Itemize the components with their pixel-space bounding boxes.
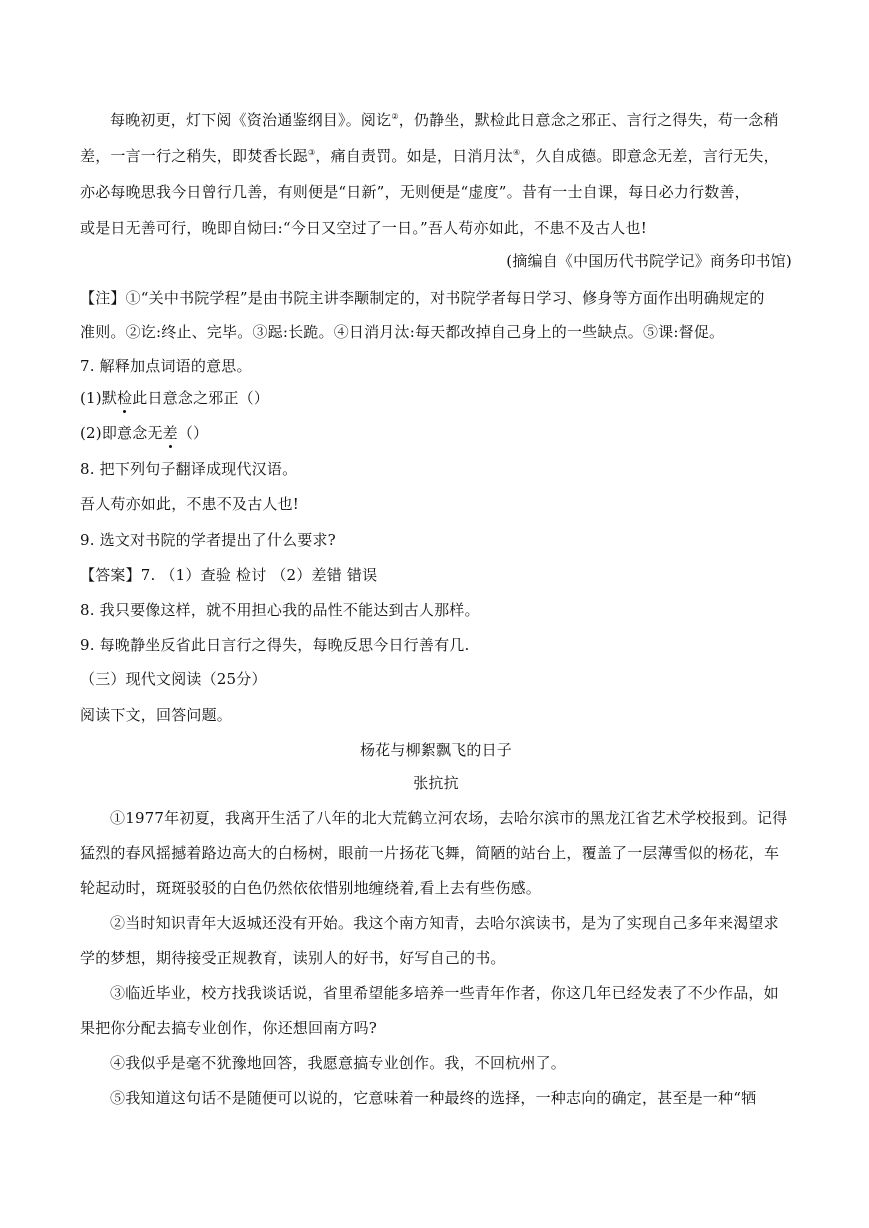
note-line-1: 【注】①“关中书院学程”是由书院主讲李颙制定的，对书院学者每日学习、修身等方面作出明确规定的 [80, 289, 765, 307]
footnote-marker: ③ [308, 148, 316, 157]
footnote-marker: ④ [513, 148, 521, 157]
question-9: 9. 选文对书院的学者提出了什么要求? [80, 531, 336, 549]
article-title: 杨花与柳絮飘飞的日子 [359, 741, 512, 759]
article-p5-line-1: ⑤我知道这句话不是随便可以说的，它意味着一种最终的选择，一种志向的确定，甚至是一种“牺 [110, 1089, 757, 1107]
question-text: （） [177, 424, 209, 442]
question-8: 8. 把下列句子翻译成现代汉语。 [80, 460, 298, 478]
passage-line-1 [110, 110, 800, 130]
article-p2-line-2: 学的梦想，期待接受正规教育，读别人的好书，好写自己的书。 [80, 949, 506, 967]
passage-line-2 [80, 146, 800, 166]
article-author: 张抗抗 [413, 774, 459, 792]
passage-text: ，仍静坐，默检此日意念之邪正、言行之得失，苟一念稍 [398, 111, 779, 129]
article-p3-line-1: ③临近毕业，校方找我谈话说，省里希望能多培养一些青年作者，你这几年已经发表了不少作品，如 [110, 984, 779, 1002]
answer-7: 【答案】7. （1）查验 检讨 （2）差错 错误 [80, 566, 378, 584]
article-p4-line-1: ④我似乎是毫不犹豫地回答，我愿意搞专业创作。我，不回杭州了。 [110, 1054, 567, 1072]
dotted-word: 差 [162, 424, 178, 442]
article-p1-line-3: 轮起动时，斑斑驳驳的白色仍然依依惜别地缠绕着,看上去有些伤感。 [80, 879, 541, 897]
answer-9: 9. 每晚静坐反省此日言行之得失，每晚反思今日行善有几. [80, 636, 470, 654]
passage-line-4: 或是日无善可行，晚即自恸曰:“今日又空过了一日。”吾人苟亦如此，不患不及古人也! [80, 219, 647, 237]
passage-source: (摘编自《中国历代书院学记》商务印书馆) [506, 252, 792, 270]
article-p2-line-1: ②当时知识青年大返城还没有开始。我这个南方知青，去哈尔滨读书，是为了实现自己多年来渴望求 [110, 914, 779, 932]
section-instruction: 阅读下文，回答问题。 [80, 706, 233, 724]
passage-line-3: 亦必每晚思我今日曾行几善，有则便是“日新”，无则便是“虚度”。昔有一士自课，每日必力行数善， [80, 183, 750, 201]
passage-text: 每晚初更，灯下阅《资治通鉴纲目》。阅讫 [110, 111, 392, 129]
question-7-1 [80, 388, 800, 408]
passage-text: ，痛自责罚。如是，日消月汰 [315, 147, 513, 165]
article-p3-line-2: 果把你分配去搞专业创作，你还想回南方吗? [80, 1019, 378, 1037]
passage-text: ，久自成德。即意念无差，言行无失， [520, 147, 779, 165]
question-7-2 [80, 423, 800, 443]
question-text: (2)即意念无 [80, 424, 163, 442]
article-p1-line-1: ①1977年初夏，我离开生活了八年的北大荒鹤立河农场，去哈尔滨市的黑龙江省艺术学校报到。记得 [110, 809, 788, 827]
article-p1-line-2: 猛烈的春风摇撼着路边高大的白杨树，眼前一片扬花飞舞，简陋的站台上，覆盖了一层薄雪似的杨花，车 [80, 844, 780, 862]
dotted-word: 检 [117, 389, 133, 407]
question-8-sentence: 吾人苟亦如此，不患不及古人也! [80, 495, 300, 513]
passage-text: 差，一言一行之稍失，即焚香长跽 [80, 147, 309, 165]
footnote-marker: ② [391, 112, 399, 121]
section-heading: （三）现代文阅读（25分） [80, 670, 267, 688]
question-text: (1)默 [80, 389, 118, 407]
note-line-2: 准则。②讫:终止、完毕。③跽:长跪。④日消月汰:每天都改掉自己身上的一些缺点。⑤课:督促。 [80, 323, 725, 341]
answer-8: 8. 我只要像这样，就不用担心我的品性不能达到古人那样。 [80, 601, 480, 619]
question-7: 7. 解释加点词语的意思。 [80, 357, 252, 375]
question-text: 此日意念之邪正（） [132, 389, 270, 407]
